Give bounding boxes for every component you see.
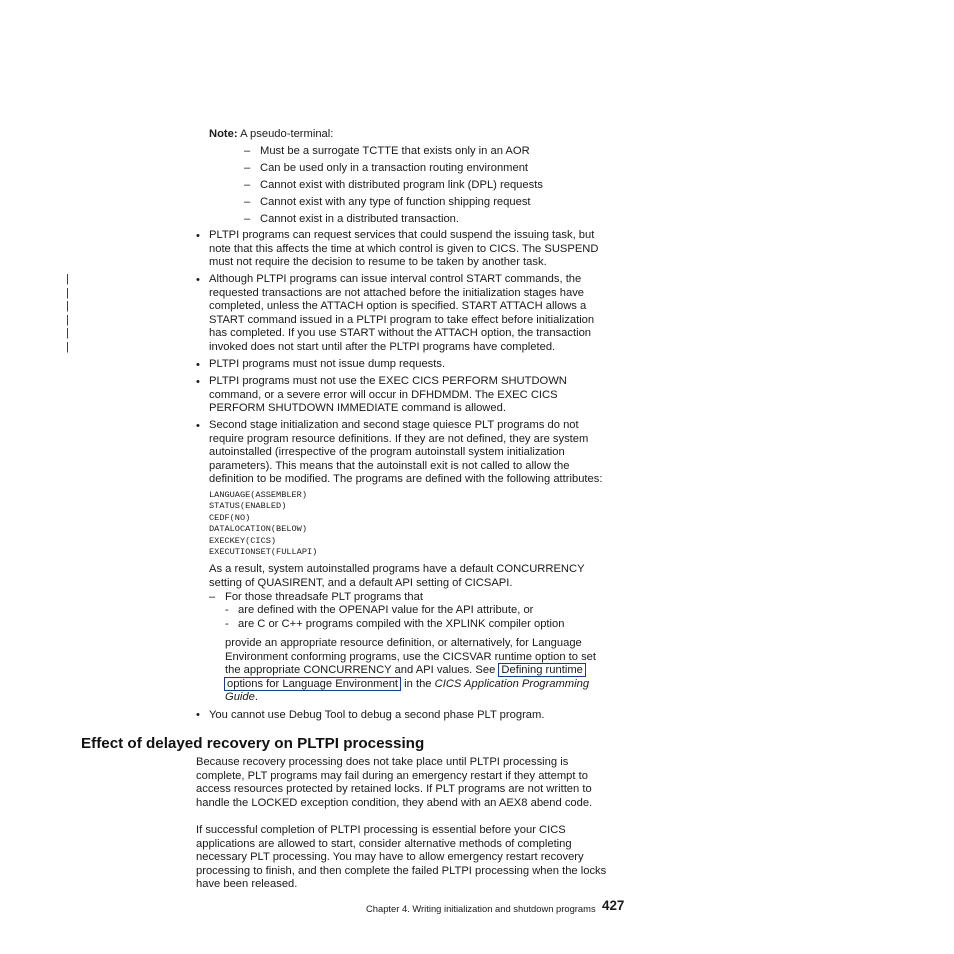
change-bar: | <box>66 341 69 353</box>
runtime-options-link-cont[interactable]: options for Language Environment <box>224 677 401 691</box>
book-title: CICS Application Programming <box>434 677 590 690</box>
text-line: If successful completion of PLTPI processing is essential before your CICS <box>196 824 566 836</box>
provide-paragraph <box>225 637 596 705</box>
text-line: autoinstalled (irrespective of the program autoinstall system initialization <box>209 446 565 458</box>
section-paragraph-1 <box>196 756 592 810</box>
note-dash: – <box>244 196 251 208</box>
note-dash: – <box>244 162 251 174</box>
text-line: completed, unless the ATTACH option is specified. START ATTACH allows a <box>209 300 587 312</box>
note-dash: – <box>244 179 251 191</box>
bullet-marker: • <box>196 709 200 721</box>
code-block <box>209 490 317 558</box>
text-line: Although PLTPI programs can issue interval control START commands, the <box>209 273 582 285</box>
note-item: Must be a surrogate TCTTE that exists only in an AOR <box>260 145 530 157</box>
bullet-debug-tool: You cannot use Debug Tool to debug a second phase PLT program. <box>209 709 545 721</box>
text-line: PLTPI programs can request services that could suspend the issuing task, but <box>209 229 595 241</box>
text-line: necessary PLT processing. You may have to allow emergency restart recovery <box>196 851 584 863</box>
sub-marker: - <box>225 618 229 630</box>
text-line: has completed. If you use START without the ATTACH option, the transaction <box>209 327 592 339</box>
code-line: CEDF(NO) <box>209 512 251 523</box>
text-line: As a result, system autoinstalled programs have a default CONCURRENCY <box>209 563 585 575</box>
code-line: LANGUAGE(ASSEMBLER) <box>209 490 307 500</box>
bullet-shutdown <box>209 375 567 416</box>
text-line: complete, PLT programs may fail during an emergency restart if they attempt to <box>196 769 588 782</box>
text-line: PLTPI programs must not issue dump requests. <box>209 358 446 370</box>
note-item: Can be used only in a transaction routing environment <box>260 162 529 174</box>
text-line: must not require the decision to resume to be taken by another task. <box>209 256 547 268</box>
text-line: note that this affects the time at which control is given to CICS. The SUSPEND <box>209 242 599 255</box>
note-dash: – <box>244 213 251 225</box>
text-line <box>225 691 596 705</box>
text-line: requested transactions are not attached before the initialization stages have <box>209 286 585 299</box>
text-line: applications are allowed to start, consider alternative methods of completing <box>196 837 572 850</box>
text-segment: . <box>254 691 258 703</box>
text-line: setting of QUASIRENT, and a default API setting of CICSAPI. <box>209 576 513 589</box>
text-line: parameters). This means that the autoinstall exit is not called to allow the <box>209 459 570 472</box>
text-line: Second stage initialization and second stage quiesce PLT programs do not <box>209 419 579 431</box>
bullet-suspend <box>209 229 598 270</box>
footer-chapter: Chapter 4. Writing initialization and shutdown programs <box>366 903 596 914</box>
bullet-dump <box>209 358 445 372</box>
text-line: access resources protected by retained locks. If PLT programs are not written to <box>196 783 592 795</box>
note-item: Cannot exist with any type of function shipping request <box>260 196 531 208</box>
bullet-second-stage <box>209 419 602 487</box>
note-dash: – <box>244 145 251 157</box>
change-bar: | <box>66 287 69 299</box>
bullet-marker: • <box>196 359 200 371</box>
note-label: Note: <box>209 128 238 140</box>
text-line: handle the LOCKED exception condition, they abend with an AEX8 abend code. <box>196 796 593 809</box>
bullet-start-commands <box>209 273 594 354</box>
change-bar: | <box>66 273 69 285</box>
bullet-marker: • <box>196 376 200 388</box>
change-bar: | <box>66 314 69 326</box>
text-line: have been released. <box>196 878 298 890</box>
text-line: invoked does not start until after the PLTPI programs have completed. <box>209 340 556 353</box>
text-line: PERFORM SHUTDOWN IMMEDIATE command is allowed. <box>209 402 506 414</box>
bullet-marker: • <box>196 274 200 286</box>
code-line: DATALOCATION(BELOW) <box>209 524 307 535</box>
text-segment: in the <box>404 677 432 690</box>
text-line <box>225 664 596 678</box>
text-line: provide an appropriate resource definition, or alternatively, for Language <box>225 637 582 649</box>
text-line: definition to be modified. The programs are defined with the following attributes: <box>209 473 603 485</box>
note-item: Cannot exist in a distributed transaction. <box>260 213 459 225</box>
text-line: Because recovery processing does not take place until PLTPI processing is <box>196 756 569 768</box>
text-line: PLTPI programs must not use the EXEC CICS PERFORM SHUTDOWN <box>209 375 567 387</box>
note <box>209 127 333 141</box>
bullet-marker: • <box>196 230 200 242</box>
text-line: command, or a severe error will occur in DFHDMDM. The EXEC CICS <box>209 388 558 401</box>
section-heading: Effect of delayed recovery on PLTPI processing <box>81 735 425 752</box>
threadsafe-dash: – <box>209 591 216 603</box>
section-paragraph-2 <box>196 824 606 892</box>
book-title-cont: Guide <box>225 691 255 703</box>
threadsafe-text: For those threadsafe PLT programs that <box>225 591 423 603</box>
runtime-options-link[interactable]: Defining runtime <box>498 663 585 677</box>
sub-marker: - <box>225 604 229 616</box>
text-line: processing to finish, and then complete the failed PLTPI processing when the locks <box>196 864 607 877</box>
sub-item: are C or C++ programs compiled with the XPLINK compiler option <box>238 618 565 630</box>
sub-item: are defined with the OPENAPI value for the API attribute, or <box>238 604 534 616</box>
note-item: Cannot exist with distributed program link (DPL) requests <box>260 179 543 191</box>
text-segment: the appropriate CONCURRENCY and API values. See <box>225 664 496 676</box>
note-text: A pseudo-terminal: <box>240 128 334 140</box>
text-line: Environment conforming programs, use the CICSVAR runtime option to set <box>225 650 597 663</box>
code-line: EXECKEY(CICS) <box>209 535 277 546</box>
text-line <box>225 678 596 692</box>
page-number: 427 <box>602 898 625 913</box>
code-line: EXECUTIONSET(FULLAPI) <box>209 547 318 558</box>
code-line: STATUS(ENABLED) <box>209 501 287 512</box>
change-bar: | <box>66 300 69 312</box>
change-bar: | <box>66 327 69 339</box>
bullet-marker: • <box>196 420 200 432</box>
result-paragraph <box>209 563 585 590</box>
text-line: require program resource definitions. If they are not defined, they are system <box>209 432 589 445</box>
text-line: START command issued in a PLTPI program to take effect before initialization <box>209 313 595 326</box>
